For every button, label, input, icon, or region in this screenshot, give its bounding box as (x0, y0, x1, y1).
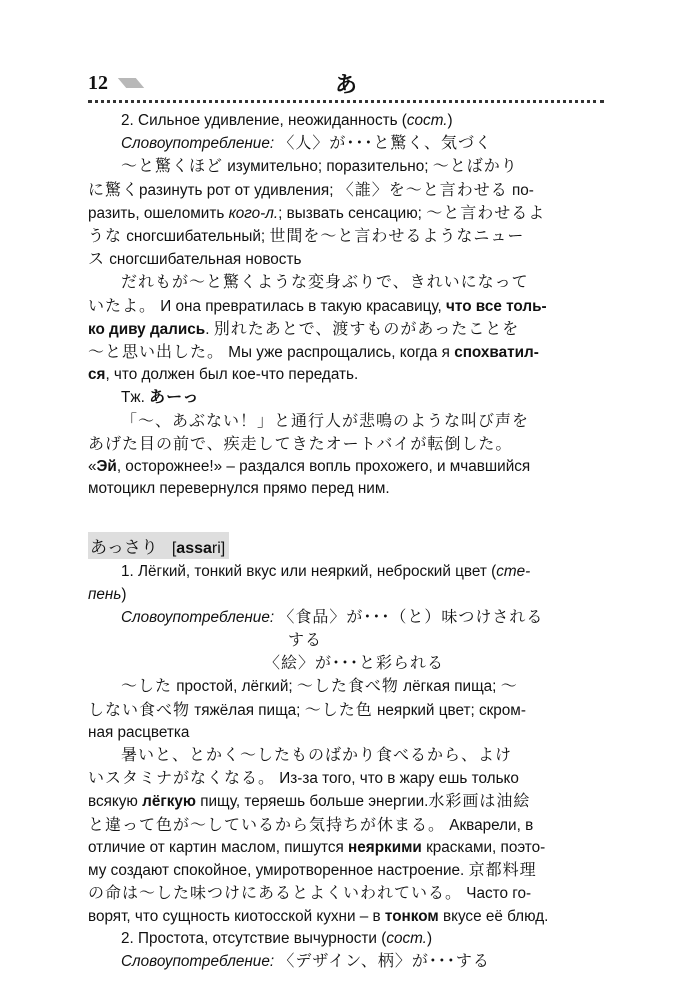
entry-gap (88, 500, 604, 532)
page-number: 12 (88, 72, 108, 94)
page-header (88, 68, 604, 100)
example-1: だれもが〜と驚くような変身ぶりで、きれいになって (121, 272, 529, 292)
entry-sense-1-end: пень) (88, 585, 127, 603)
entry-header (88, 532, 604, 558)
entry-usage-3: 〈絵〉が･･･と彩られる (264, 653, 445, 673)
entry-sense-2: 2. Простота, отсутствие вычурности (сост.) (121, 929, 433, 947)
entry-usage: Словоупотребление: 〈食品〉が･･･（と）味つけされる (121, 606, 544, 626)
example-3: 「〜、あぶない！」と通行人が悲鳴のような叫び声を (121, 410, 530, 430)
dotted-rule (88, 100, 604, 103)
entry-example-3: の命は〜した味つけにあるとよくいわれている。 Часто го- (88, 883, 532, 903)
headword: あっさり (90, 537, 158, 558)
example-2: 〜と思い出した。 Мы уже распрощались, когда я спохватил- (88, 342, 539, 362)
usage-line: Словоупотребление: 〈人〉が･･･と驚く、気づく (121, 133, 493, 153)
entry-example-1-ru: всякую лёгкую пищу, теряешь больше энергии.水彩画は油絵 (88, 791, 531, 811)
entry-example-2-end: му создают спокойное, умиротворенное настроение. 京都料理 (88, 860, 537, 880)
entry-collocations-3: ная расцветка (88, 723, 190, 741)
entry-example-3-ru: ворят, что сущность киотосской кухни – в тонком вкусе её блюд. (88, 907, 549, 925)
entry-usage-2: する (288, 630, 323, 650)
collocations-line-5: ス сногсшибательная новость (88, 249, 302, 269)
collocations-line-4: うな сногсшибательный; 世間を〜と言わせるようなニュー (88, 226, 525, 246)
entry-usage-sense-2: Словоупотребление: 〈デザイン、柄〉が･･･する (121, 950, 490, 970)
header-kana: あ (334, 73, 357, 98)
entry-example-2: と違って色が〜しているから気持ちが休まる。 Акварели, в (88, 814, 534, 834)
entry-example-1-cont: いスタミナがなくなる。 Из-за того, что в жару ешь только (88, 768, 519, 788)
collocations-line-3: разить, ошеломить кого-л.; вызвать сенсацию; 〜と言わせるよ (88, 202, 546, 222)
entry-sense-1: 1. Лёгкий, тонкий вкус или неяркий, неброский цвет (сте- (121, 563, 531, 581)
entry-collocations: 〜した простой, лёгкий; 〜した食べ物 лёгкая пища; 〜 (121, 676, 518, 696)
entry-example-2-ru: отличие от картин маслом, пишутся неяркими красками, поэто- (88, 838, 546, 856)
entry-example-1: 暑いと、とかく〜したものばかり食べるから、よけ (121, 745, 513, 765)
see-also: Тж. あーっ (121, 387, 200, 407)
example-3-ru-end: мотоцикл перевернулся прямо перед ним. (88, 480, 390, 498)
example-1-cont: いたよ。 И она превратилась в такую красавицу, что все толь- (88, 295, 547, 315)
page-body (88, 110, 604, 973)
example-3-ru: «Эй, осторожнее!» – раздался вопль прохожего, и мчавшийся (88, 458, 531, 476)
entry-collocations-2: しない食べ物 тяжёлая пища; 〜した色 неяркий цвет; скром- (88, 699, 526, 719)
dictionary-page (88, 68, 604, 970)
sense-2-definition: 2. Сильное удивление, неожиданность (сост.) (121, 112, 453, 129)
example-2-end: ся, что должен был кое-что передать. (88, 366, 359, 384)
collocations-line-2: に驚くразинуть рот от удивления; 〈誰〉を〜と言わせる по- (88, 179, 534, 199)
collocations-block: 〜と驚くほど изумительно; поразительно; 〜とばかり (121, 156, 518, 176)
romaji: [assari] (171, 539, 226, 557)
example-3-jp-cont: あげた目の前で、疾走してきたオートバイが転倒した。 (88, 433, 513, 453)
headword-box (88, 532, 229, 559)
example-1-end: ко диву дались. 別れたあとで、渡すものがあったことを (88, 318, 520, 338)
